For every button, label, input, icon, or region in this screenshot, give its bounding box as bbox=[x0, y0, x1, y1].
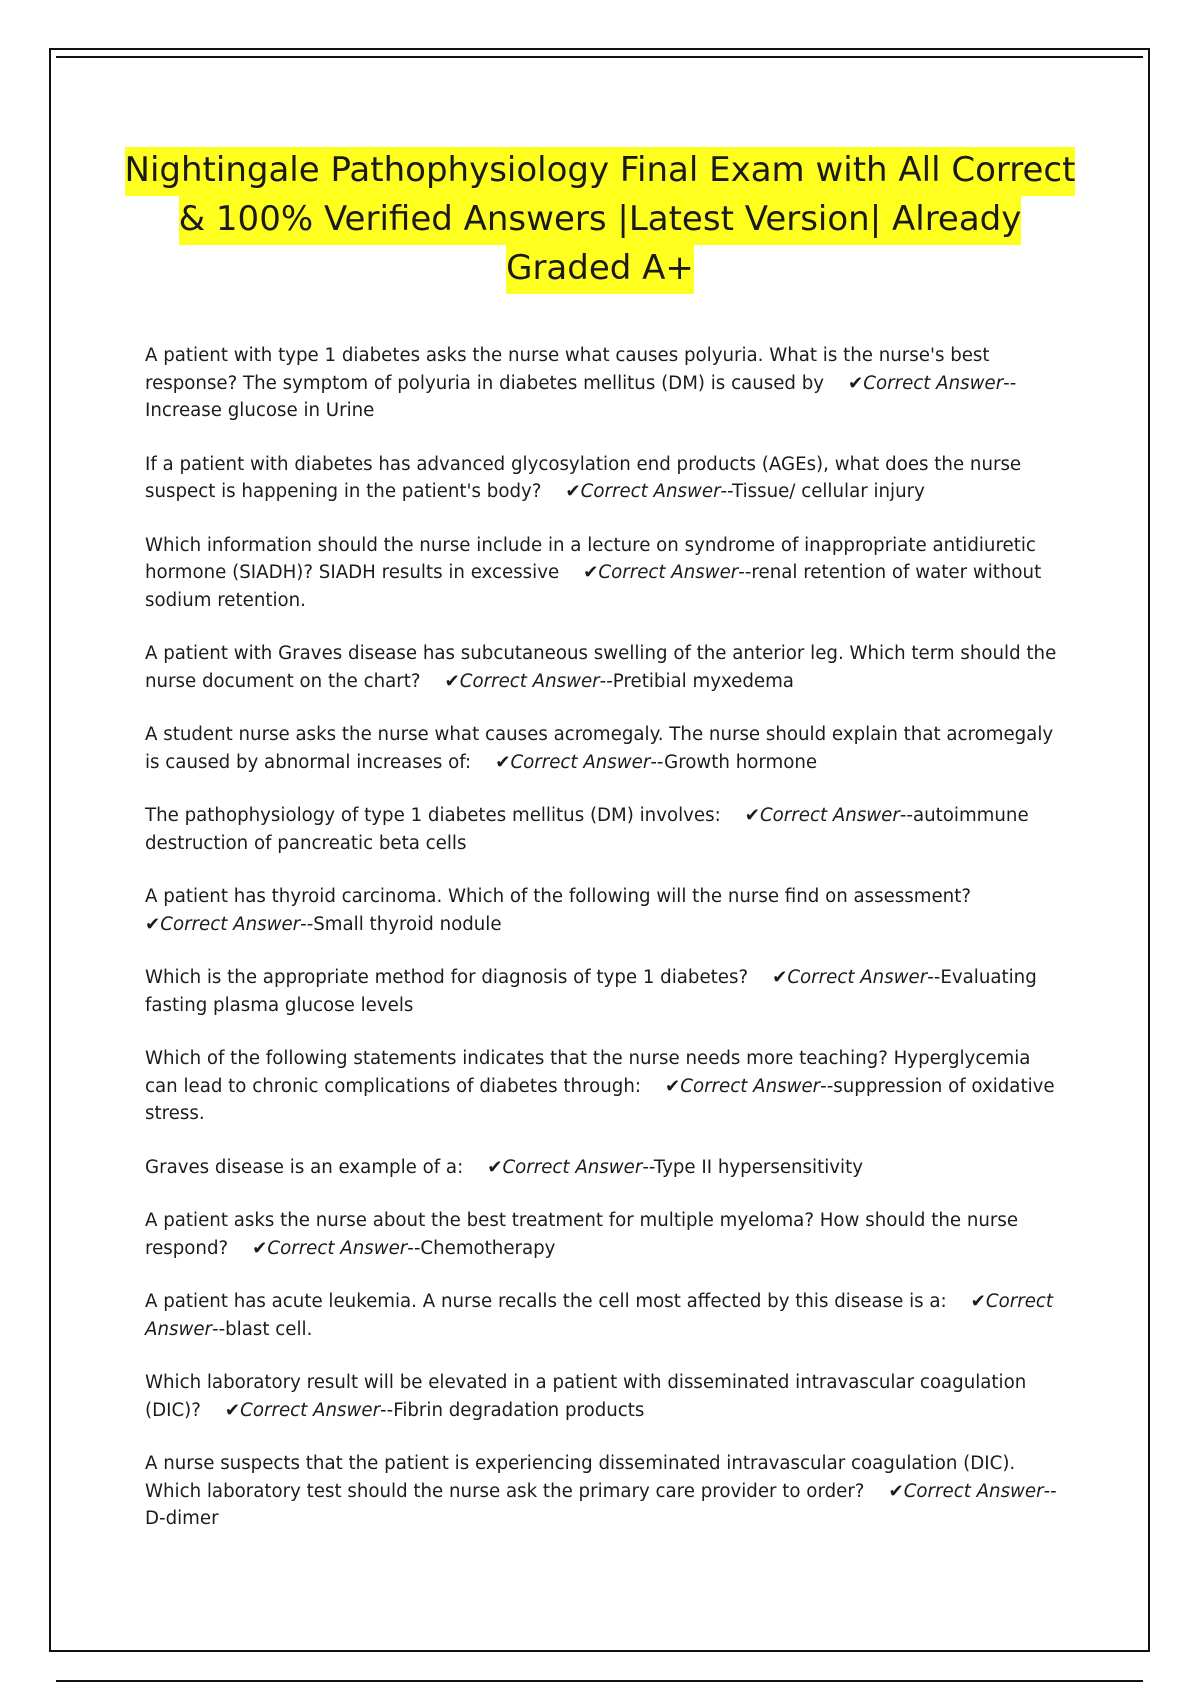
qa-item bbox=[145, 342, 1060, 425]
answer-separator: -- bbox=[820, 1075, 834, 1097]
answer-text: Tissue/ cellular injury bbox=[732, 481, 925, 502]
page-top-rule bbox=[56, 56, 1143, 58]
answer-text: Type II hypersensitivity bbox=[653, 1156, 863, 1178]
qa-item bbox=[145, 532, 1060, 615]
correct-answer-label: Correct Answer bbox=[580, 481, 721, 502]
correct-answer-label: Correct Answer bbox=[267, 1237, 408, 1259]
checkmark-icon: ✔ bbox=[665, 1075, 681, 1097]
answer-text: D-dimer bbox=[145, 1508, 219, 1529]
checkmark-icon: ✔ bbox=[565, 481, 581, 502]
correct-answer-label: Correct Answer bbox=[863, 372, 1004, 394]
correct-answer-label: Correct Answer bbox=[160, 913, 301, 935]
title-line-2: & 100% Verified Answers |Latest Version| Already bbox=[179, 196, 1022, 245]
question-text: A student nurse asks the nurse what causes acromegaly. The nurse should explain that acromegaly is caused by abnormal increases of: bbox=[145, 724, 1054, 773]
question-text: Which laboratory result will be elevated in a patient with disseminated intravascular coagulation (DIC)? bbox=[145, 1372, 1027, 1421]
question-text: The pathophysiology of type 1 diabetes mellitus (DM) involves: bbox=[145, 805, 721, 826]
answer-separator: -- bbox=[738, 562, 752, 583]
question-text: A patient with Graves disease has subcutaneous swelling of the anterior leg. Which term should the nurse document on the chart? bbox=[145, 643, 1057, 692]
answer-separator: -- bbox=[1043, 1480, 1057, 1502]
answer-separator: -- bbox=[720, 481, 733, 502]
checkmark-icon: ✔ bbox=[772, 967, 788, 988]
qa-item bbox=[145, 1045, 1060, 1128]
qa-item bbox=[145, 964, 1060, 1019]
answer-text: renal retention of water without sodium retention. bbox=[145, 562, 1042, 611]
answer-text: Small thyroid nodule bbox=[313, 913, 502, 935]
answer-separator: -- bbox=[899, 805, 913, 826]
question-text: A patient has acute leukemia. A nurse recalls the cell most affected by this disease is a: bbox=[145, 1291, 947, 1312]
checkmark-icon: ✔ bbox=[145, 913, 161, 935]
answer-separator: -- bbox=[212, 1318, 226, 1340]
answer-separator: -- bbox=[1003, 372, 1017, 394]
correct-answer-label: Correct Answer bbox=[598, 562, 739, 583]
qa-item bbox=[145, 721, 1060, 776]
correct-answer-label: Correct Answer bbox=[903, 1480, 1044, 1502]
question-text: Which is the appropriate method for diagnosis of type 1 diabetes? bbox=[145, 967, 749, 988]
title-line-1: Nightingale Pathophysiology Final Exam with All Correct bbox=[125, 147, 1076, 196]
question-answer-list bbox=[145, 342, 1060, 1559]
answer-text: blast cell. bbox=[225, 1318, 313, 1340]
checkmark-icon: ✔ bbox=[495, 751, 511, 773]
qa-item bbox=[145, 1154, 1060, 1182]
question-text: Which of the following statements indicates that the nurse needs more teaching? Hyperglycemia can lead to chronic complications of diabetes through: bbox=[145, 1048, 1031, 1097]
question-text: A patient asks the nurse about the best treatment for multiple myeloma? How should the nurse respond? bbox=[145, 1210, 1019, 1259]
qa-item bbox=[145, 1207, 1060, 1262]
answer-separator: -- bbox=[599, 670, 613, 692]
correct-answer-label: Correct Answer bbox=[759, 805, 900, 826]
answer-text: Growth hormone bbox=[664, 751, 818, 773]
question-text: A patient with type 1 diabetes asks the nurse what causes polyuria. What is the nurse's best response? The symptom of polyuria in diabetes mellitus (DM) is caused by bbox=[145, 345, 990, 394]
answer-separator: -- bbox=[642, 1156, 654, 1178]
question-text: A nurse suspects that the patient is experiencing disseminated intravascular coagulation (DIC). Which laboratory test should the nurse ask the primary care provider to order? bbox=[145, 1453, 1016, 1502]
answer-separator: -- bbox=[927, 967, 941, 988]
qa-item bbox=[145, 883, 1060, 938]
checkmark-icon: ✔ bbox=[444, 670, 460, 692]
checkmark-icon: ✔ bbox=[487, 1156, 503, 1178]
qa-item bbox=[145, 1450, 1060, 1533]
answer-text: Pretibial myxedema bbox=[612, 670, 794, 692]
answer-text: Fibrin degradation products bbox=[393, 1399, 645, 1421]
correct-answer-label: Correct Answer bbox=[502, 1156, 643, 1178]
checkmark-icon: ✔ bbox=[848, 372, 864, 394]
qa-item bbox=[145, 451, 1060, 506]
correct-answer-label: Correct Answer bbox=[680, 1075, 821, 1097]
checkmark-icon: ✔ bbox=[252, 1237, 268, 1259]
answer-text: Evaluating fasting plasma glucose levels bbox=[145, 967, 1037, 1016]
answer-text: Chemotherapy bbox=[420, 1237, 556, 1259]
page-bottom-rule bbox=[56, 1680, 1143, 1682]
answer-separator: -- bbox=[650, 751, 665, 773]
qa-item bbox=[145, 1288, 1060, 1343]
checkmark-icon: ✔ bbox=[224, 1399, 241, 1421]
question-text: Graves disease is an example of a: bbox=[145, 1156, 464, 1178]
answer-text: Increase glucose in Urine bbox=[145, 400, 375, 421]
document-title bbox=[100, 146, 1100, 293]
checkmark-icon: ✔ bbox=[888, 1480, 904, 1502]
qa-item bbox=[145, 640, 1060, 695]
answer-separator: -- bbox=[300, 913, 314, 935]
correct-answer-label: Correct Answer bbox=[787, 967, 928, 988]
question-text: Which information should the nurse include in a lecture on syndrome of inappropriate antidiuretic hormone (SIADH)? SIADH results in excessive bbox=[145, 534, 1036, 583]
checkmark-icon: ✔ bbox=[583, 562, 599, 583]
answer-separator: -- bbox=[407, 1237, 421, 1259]
answer-text: autoimmune destruction of pancreatic beta cells bbox=[145, 805, 1029, 854]
checkmark-icon: ✔ bbox=[970, 1291, 986, 1312]
title-line-3: Graded A+ bbox=[506, 245, 694, 294]
correct-answer-label: Correct Answer bbox=[145, 1291, 1054, 1340]
correct-answer-label: Correct Answer bbox=[510, 751, 651, 773]
answer-separator: -- bbox=[380, 1399, 394, 1421]
qa-item bbox=[145, 1369, 1060, 1424]
correct-answer-label: Correct Answer bbox=[459, 670, 600, 692]
question-text: If a patient with diabetes has advanced glycosylation end products (AGEs), what does the nurse suspect is happening in the patient's body? bbox=[145, 453, 1022, 502]
answer-text: suppression of oxidative stress. bbox=[145, 1075, 1055, 1124]
checkmark-icon: ✔ bbox=[744, 805, 760, 826]
question-text: A patient has thyroid carcinoma. Which of the following will the nurse find on assessment? bbox=[145, 886, 971, 907]
qa-item bbox=[145, 802, 1060, 857]
correct-answer-label: Correct Answer bbox=[240, 1399, 381, 1421]
